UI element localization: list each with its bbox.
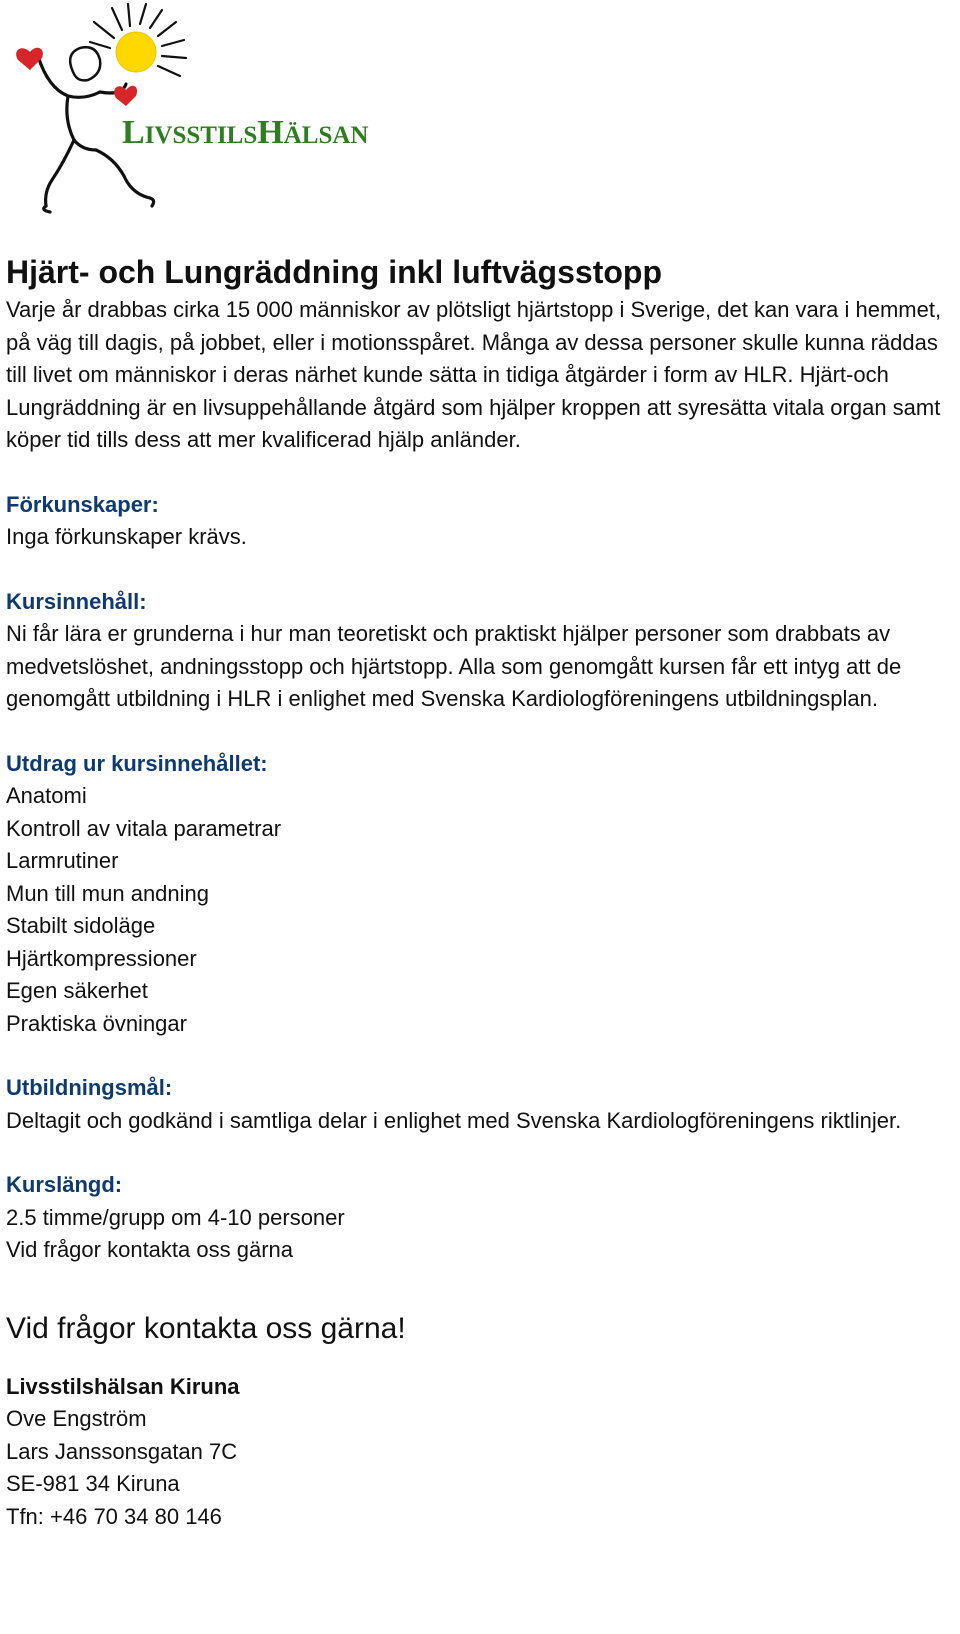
livsstilshalsan-logo (4, 0, 474, 220)
intro-paragraph: Varje år drabbas cirka 15 000 människor av plötsligt hjärtstopp i Sverige, det kan vara i hemmet, på väg till dagis, på jobbet, eller i motionsspåret. Många av dessa personer skulle kunna räddas till livet om människor i deras närhet kunde sätta in tidiga åtgärder i form av HLR. Hjärt-och Lungräddning är en livsuppehållande åtgärd som hjälper kroppen att syresätta vitala organ samt köper tid tills dess att mer kvalificerad hjälp anländer. (6, 297, 942, 452)
goal-text: Deltagit och godkänd i samtliga delar i enlighet med Svenska Kardiologföreningens riktlinjer. (6, 1107, 902, 1133)
list-item: Stabilt sidoläge (6, 913, 156, 938)
course-content-text: Ni får lära er grunderna i hur man teoretiskt och praktiskt hjälper personer som drabbats av medvetslöshet, andningsstopp och hjärtstopp. Alla som genomgått kursen får ett intyg att de genomgått utbildning i HLR i enlighet med Svenska Kardiologföreningens utbildningsplan. (6, 621, 902, 711)
document-body (6, 250, 954, 1533)
excerpt-heading: Utdrag ur kursinnehållet: (6, 750, 268, 776)
duration-line: 2.5 timme/grupp om 4-10 personer (6, 1204, 345, 1230)
duration-contact-line: Vid frågor kontakta oss gärna (6, 1237, 293, 1262)
svg-text:LIVSSTILSHÄLSAN: LIVSSTILSHÄLSAN (122, 114, 369, 151)
excerpt-list (6, 780, 954, 1040)
prerequisites-text: Inga förkunskaper krävs. (6, 524, 247, 549)
list-item: Mun till mun andning (6, 880, 210, 906)
list-item: Egen säkerhet (6, 978, 148, 1003)
duration-heading: Kurslängd: (6, 1172, 123, 1197)
goal-heading: Utbildningsmål: (6, 1075, 173, 1100)
prerequisites-heading: Förkunskaper: (6, 491, 159, 517)
list-item: Larmrutiner (6, 848, 119, 873)
page-title: Hjärt- och Lungräddning inkl luftvägsstopp (6, 254, 662, 290)
contact-person: Ove Engström (6, 1406, 147, 1431)
contact-phone: Tfn: +46 70 34 80 146 (6, 1503, 222, 1529)
course-content-heading: Kursinnehåll: (6, 588, 147, 614)
contact-postal: SE-981 34 Kiruna (6, 1471, 180, 1496)
list-item: Anatomi (6, 783, 87, 808)
list-item: Hjärtkompressioner (6, 945, 197, 971)
list-item: Kontroll av vitala parametrar (6, 815, 282, 841)
contact-cta: Vid frågor kontakta oss gärna! (6, 1311, 406, 1345)
contact-street: Lars Janssonsgatan 7C (6, 1438, 238, 1464)
logo-illustration (4, 0, 474, 220)
contact-company: Livsstilshälsan Kiruna (6, 1373, 240, 1399)
list-item: Praktiska övningar (6, 1010, 187, 1036)
